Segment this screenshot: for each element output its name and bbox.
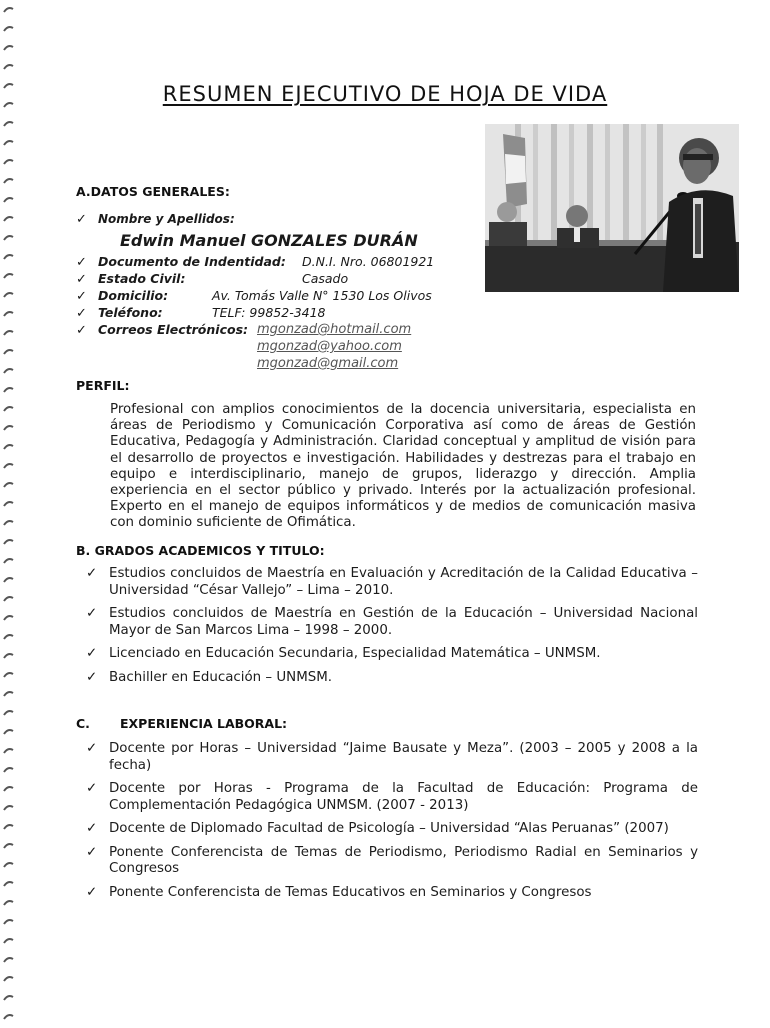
checkmark-icon: ✓ — [86, 606, 98, 621]
list-item — [86, 606, 698, 639]
binding-ring — [4, 65, 13, 69]
nombre-label: Nombre y Apellidos: — [98, 212, 235, 226]
binding-ring — [4, 445, 13, 449]
domicilio-label: Domicilio: — [98, 288, 169, 303]
grado-text: Estudios concluidos de Maestría en Gestión de la Educación – Universidad Nacional Mayor de San Marcos Lima – 1998 – 2000. — [109, 606, 698, 638]
experiencia-text: Docente por Horas – Universidad “Jaime Bausate y Meza”. (2003 – 2005 y 2008 a la fecha) — [109, 741, 698, 773]
estado-civil-value: Casado — [302, 271, 349, 286]
binding-ring — [4, 806, 13, 810]
binding-ring — [4, 350, 13, 354]
spiral-binding — [0, 0, 30, 1024]
binding-ring — [4, 787, 13, 791]
binding-ring — [4, 369, 13, 373]
binding-ring — [4, 825, 13, 829]
checkmark-icon: ✓ — [76, 323, 87, 338]
binding-ring — [4, 977, 13, 981]
binding-ring — [4, 996, 13, 1000]
binding-ring — [4, 483, 13, 487]
binding-ring — [4, 882, 13, 886]
checkmark-icon: ✓ — [76, 272, 87, 287]
checkmark-icon: ✓ — [76, 212, 87, 227]
binding-ring — [4, 692, 13, 696]
list-item — [86, 741, 698, 774]
perfil-heading: PERFIL: — [76, 378, 130, 393]
binding-ring — [4, 749, 13, 753]
telefono-value: TELF: 99852-3418 — [212, 305, 326, 320]
binding-ring — [4, 578, 13, 582]
binding-ring — [4, 597, 13, 601]
grado-text: Bachiller en Educación – UNMSM. — [109, 669, 333, 685]
binding-ring — [4, 730, 13, 734]
list-item — [86, 566, 698, 599]
binding-ring — [4, 863, 13, 867]
checkmark-icon: ✓ — [86, 741, 98, 756]
checkmark-icon: ✓ — [86, 821, 98, 836]
checkmark-icon: ✓ — [76, 255, 87, 270]
estado-civil-label: Estado Civil: — [98, 271, 186, 286]
binding-ring — [4, 616, 13, 620]
binding-ring — [4, 255, 13, 259]
binding-ring — [4, 160, 13, 164]
email-link-gmail[interactable]: mgonzad@gmail.com — [257, 356, 399, 371]
correos-row — [76, 322, 256, 338]
binding-ring — [4, 844, 13, 848]
binding-ring — [4, 673, 13, 677]
binding-ring — [4, 388, 13, 392]
binding-ring — [4, 331, 13, 335]
domicilio-value: Av. Tomás Valle N° 1530 Los Olivos — [212, 288, 432, 303]
email-link-hotmail[interactable]: mgonzad@hotmail.com — [257, 322, 412, 337]
grados-heading: B. GRADOS ACADEMICOS Y TITULO: — [76, 543, 325, 558]
binding-ring — [4, 274, 13, 278]
list-item — [86, 885, 698, 902]
binding-ring — [4, 8, 13, 12]
binding-ring — [4, 236, 13, 240]
experiencia-text: Docente por Horas - Programa de la Facultad de Educación: Programa de Complementación Pedagógica UNMSM. (2007 - 2013) — [109, 781, 698, 813]
binding-ring — [4, 540, 13, 544]
binding-ring — [4, 901, 13, 905]
list-item — [86, 781, 698, 814]
documento-label: Documento de Indentidad: — [98, 254, 286, 269]
full-name: Edwin Manuel GONZALES DURÁN — [120, 231, 418, 250]
binding-ring — [4, 179, 13, 183]
documento-row — [76, 254, 476, 270]
nombre-label-row — [76, 212, 235, 227]
telefono-label: Teléfono: — [98, 305, 163, 320]
experiencia-letter: C. — [76, 716, 90, 731]
binding-ring — [4, 502, 13, 506]
list-item — [86, 821, 698, 838]
experiencia-list — [86, 741, 698, 901]
datos-generales-heading: A.DATOS GENERALES: — [76, 184, 230, 199]
binding-ring — [4, 559, 13, 563]
binding-ring — [4, 312, 13, 316]
grado-text: Licenciado en Educación Secundaria, Especialidad Matemática – UNMSM. — [109, 646, 601, 661]
experiencia-text: Docente de Diplomado Facultad de Psicología – Universidad “Alas Peruanas” (2007) — [109, 821, 669, 836]
binding-ring — [4, 768, 13, 772]
checkmark-icon: ✓ — [86, 646, 98, 661]
checkmark-icon: ✓ — [86, 884, 98, 900]
binding-ring — [4, 939, 13, 943]
list-item — [86, 670, 698, 687]
binding-ring — [4, 198, 13, 202]
perfil-text: Profesional con amplios conocimientos de la docencia universitaria, especialista en áreas de Periodismo y Comunicación Corporativa así como de áreas de Gestión Educativa, Pedagogía y Administración. Claridad conceptual y amplitud de visión para el desarrollo de proyectos e investigación. Habilidades y destrezas para el trabajo en equipo e interdisciplinario, manejo de grupos, liderazgo y dirección. Amplia experiencia en el sector público y privado. Interés por la actualización profesional. Experto en el manejo de equipos informáticos y de medios de comunicación masiva con dominio suficiente de Ofimática. — [110, 402, 696, 531]
binding-ring — [4, 141, 13, 145]
profile-photo — [485, 124, 739, 292]
binding-ring — [4, 293, 13, 297]
list-item — [86, 646, 698, 663]
list-item — [86, 845, 698, 878]
binding-ring — [4, 635, 13, 639]
checkmark-icon: ✓ — [76, 289, 87, 304]
binding-ring — [4, 1015, 13, 1019]
experiencia-heading: EXPERIENCIA LABORAL: — [120, 716, 288, 731]
binding-ring — [4, 122, 13, 126]
experiencia-text: Ponente Conferencista de Temas de Periodismo, Periodismo Radial en Seminarios y Congresos — [109, 844, 698, 876]
binding-ring — [4, 217, 13, 221]
grado-text: Estudios concluidos de Maestría en Evaluación y Acreditación de la Calidad Educativa – Universidad “César Vallejo” – Lima – 2010. — [109, 566, 698, 598]
documento-value: D.N.I. Nro. 06801921 — [302, 254, 435, 269]
binding-ring — [4, 407, 13, 411]
checkmark-icon: ✓ — [86, 781, 98, 796]
binding-ring — [4, 464, 13, 468]
binding-ring — [4, 654, 13, 658]
checkmark-icon: ✓ — [86, 566, 98, 581]
binding-ring — [4, 426, 13, 430]
binding-ring — [4, 27, 13, 31]
telefono-row — [76, 305, 476, 321]
checkmark-icon: ✓ — [86, 844, 98, 860]
email-link-yahoo[interactable]: mgonzad@yahoo.com — [257, 339, 402, 354]
correos-label: Correos Electrónicos: — [98, 322, 249, 337]
document-title: RESUMEN EJECUTIVO DE HOJA DE VIDA — [162, 82, 608, 106]
binding-ring — [4, 46, 13, 50]
binding-ring — [4, 521, 13, 525]
grados-list — [86, 566, 698, 686]
checkmark-icon: ✓ — [76, 306, 87, 321]
binding-ring — [4, 920, 13, 924]
estado-civil-row — [76, 271, 476, 287]
experiencia-text: Ponente Conferencista de Temas Educativos en Seminarios y Congresos — [109, 884, 592, 900]
binding-ring — [4, 711, 13, 715]
checkmark-icon: ✓ — [86, 669, 98, 685]
binding-ring — [4, 958, 13, 962]
domicilio-row — [76, 288, 476, 304]
